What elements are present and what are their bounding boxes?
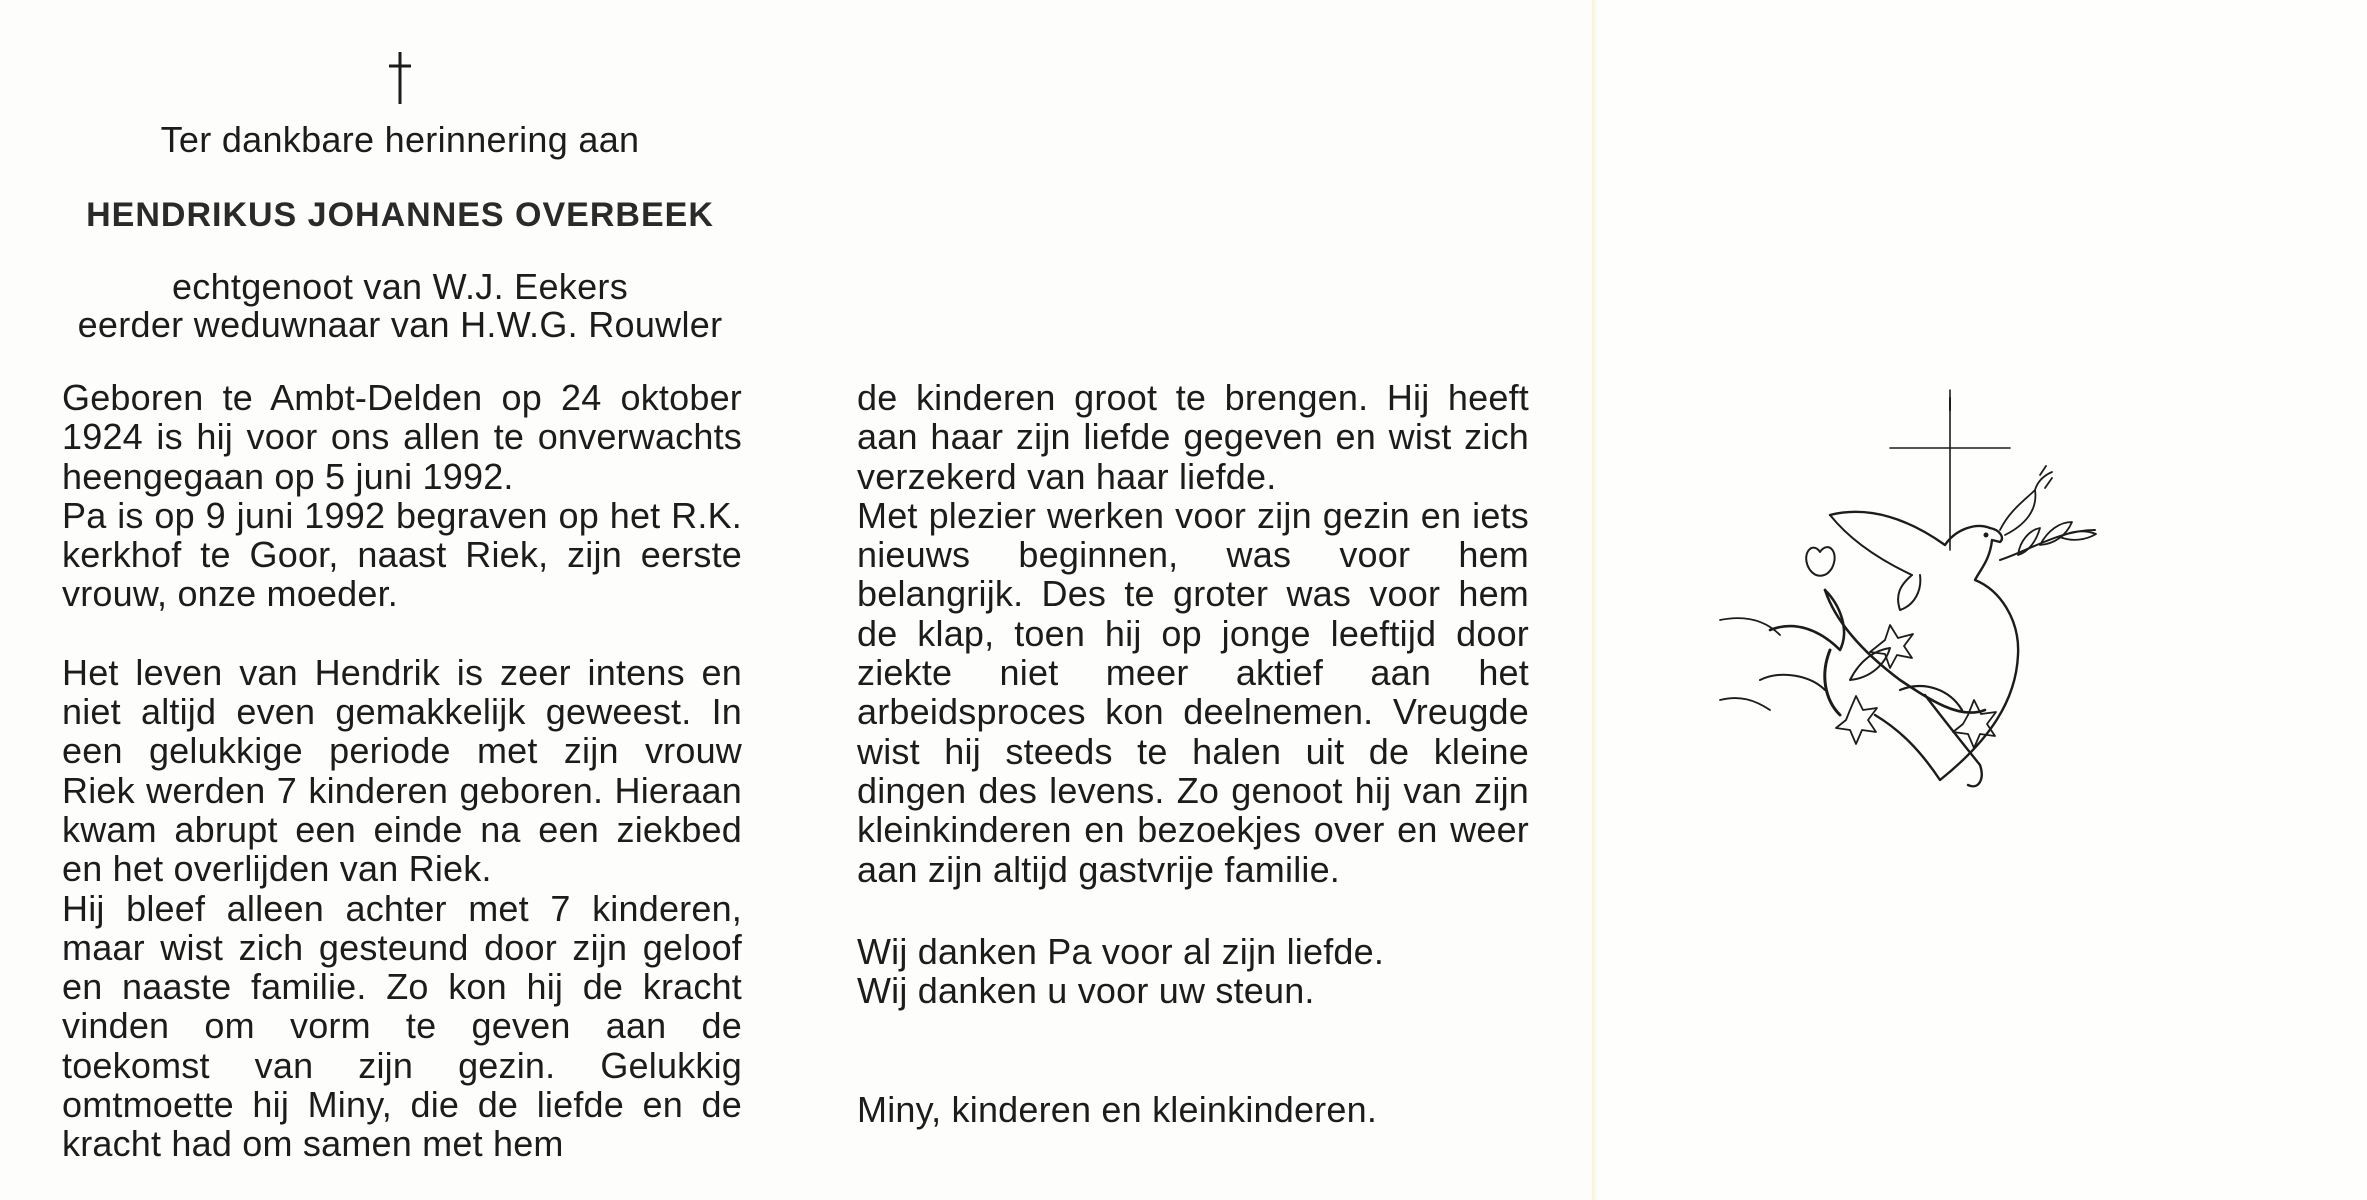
work-paragraph: Met plezier werken voor zijn gezin en iets nieuws beginnen, was voor hem belangrijk. Des te groter was voor hem de klap, toen hij op jonge leeftijd door ziekte niet meer aktief aan het arbeidsproces kon deelnemen. Vreugde wist hij steeds te halen uit de kleine dingen des levens. Zo genoot hij van zijn kleinkinderen en bezoekjes over en weer aan zijn altijd gastvrije familie. <box>857 494 1529 890</box>
family-paragraph: Hij bleef alleen achter met 7 kinderen, maar wist zich gesteund door zijn geloof en naaste familie. Zo kon hij de kracht vinden om vorm te geven aan de toekomst van zijn gezin. Gelukkig omtmoette hij Miny, die de liefde en de kracht had om samen met hem <box>62 887 742 1165</box>
life-paragraph: Het leven van Hendrik is zeer intens en niet altijd even gemakkelijk geweest. In een gelukkige periode met zijn vrouw Riek werden 7 kinderen geboren. Hieraan kwam abrupt een einde na een ziekbed en het overlijden van Riek. <box>62 651 742 890</box>
spouse-line: echtgenoot van W.J. Eekers <box>171 266 629 307</box>
thanks-support-line: Wij danken u voor uw steun. <box>857 970 1315 1011</box>
cross-icon <box>375 50 425 106</box>
right-text-column <box>857 378 1529 889</box>
card-fold <box>1592 0 1597 1200</box>
intro-line: Ter dankbare herinnering aan <box>160 119 640 160</box>
left-text-column <box>62 378 742 1164</box>
widower-line: eerder weduwnaar van H.W.G. Rouwler <box>77 304 723 345</box>
continuation-paragraph: de kinderen groot te brengen. Hij heeft aan haar zijn liefde gegeven en wist zich verzekerd van haar liefde. <box>857 377 1529 497</box>
family-signature: Miny, kinderen en kleinkinderen. <box>857 1089 1378 1130</box>
deceased-name: HENDRIKUS JOHANNES OVERBEEK <box>86 196 714 234</box>
burial-paragraph: Pa is op 9 juni 1992 begraven op het R.K. kerkhof te Goor, naast Riek, zijn eerste vrouw, onze moeder. <box>62 494 742 615</box>
birth-paragraph: Geboren te Ambt-Delden op 24 oktober 1924 is hij voor ons allen te onverwachts heengegaan op 5 juni 1992. <box>62 377 742 497</box>
thanks-father-line: Wij danken Pa voor al zijn liefde. <box>857 931 1385 972</box>
dove-heart-cross-emblem-icon <box>1700 380 2180 840</box>
